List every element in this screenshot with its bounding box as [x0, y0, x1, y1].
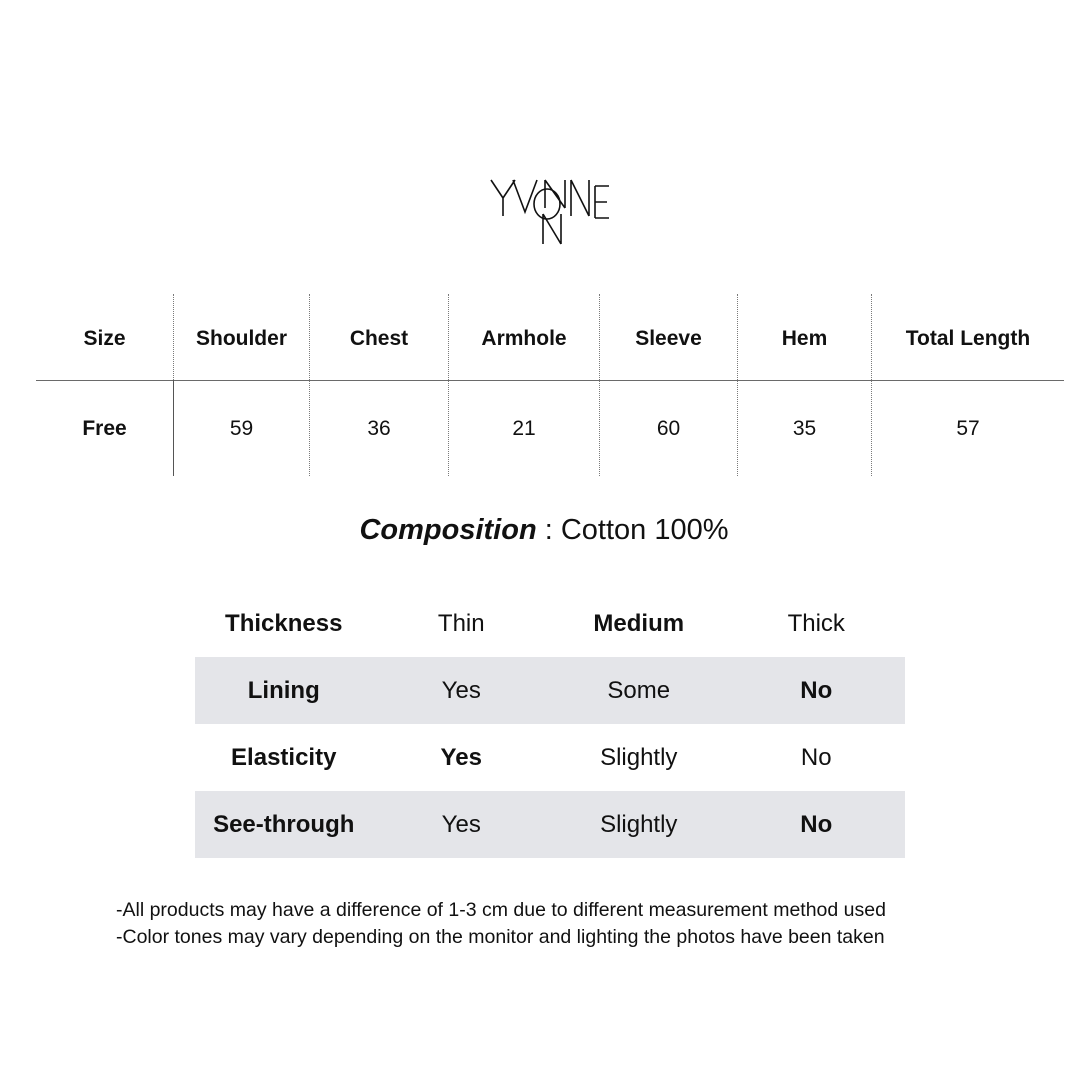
fabric-option: Yes: [440, 743, 482, 771]
cell-armhole: 21: [512, 417, 536, 440]
fabric-option: No: [800, 743, 832, 771]
fabric-option: No: [800, 676, 833, 704]
header-armhole: Armhole: [481, 327, 567, 350]
cell-chest: 36: [367, 417, 391, 440]
composition-line: [0, 514, 1088, 547]
fabric-option: Yes: [441, 676, 481, 704]
size-table: [36, 294, 1064, 476]
composition-separator: :: [536, 514, 561, 546]
column-divider: [173, 294, 174, 380]
cell-sleeve: 60: [656, 417, 681, 440]
fabric-option: Medium: [593, 609, 685, 637]
size-table-row: [36, 382, 1064, 476]
header-hem: Hem: [781, 327, 828, 350]
cell-hem: 35: [792, 417, 817, 440]
fabric-row: [195, 724, 905, 791]
column-divider: [599, 294, 600, 476]
fabric-row-label: Lining: [247, 676, 320, 704]
note-line: -Color tones may vary depending on the monitor and lighting the photos have been taken: [116, 926, 885, 948]
column-divider: [173, 380, 174, 476]
header-total-length: Total Length: [905, 327, 1031, 350]
header-size: Size: [83, 327, 126, 350]
header-sleeve: Sleeve: [635, 327, 702, 350]
fabric-option: Thin: [437, 609, 485, 637]
fabric-properties-table: [195, 590, 905, 858]
header-shoulder: Shoulder: [195, 327, 287, 350]
brand-logo: [485, 168, 615, 250]
size-table-header: [36, 294, 1064, 381]
fabric-row-label: Elasticity: [231, 743, 337, 771]
column-divider: [737, 294, 738, 476]
fabric-row-label: Thickness: [225, 609, 343, 637]
composition-value: Cotton 100%: [560, 514, 729, 546]
fabric-option: Thick: [787, 609, 845, 637]
cell-shoulder: 59: [229, 417, 254, 440]
fabric-row: [195, 590, 905, 657]
fabric-row-label: See-through: [213, 810, 355, 838]
composition-label: Composition: [359, 514, 537, 546]
fabric-option: Some: [607, 676, 671, 704]
disclaimer-notes: [116, 897, 886, 951]
note-line: -All products may have a difference of 1-3 cm due to different measurement method used: [116, 899, 886, 921]
fabric-option: Slightly: [600, 743, 678, 771]
fabric-option: No: [800, 810, 833, 838]
fabric-option: Yes: [441, 810, 481, 838]
header-chest: Chest: [349, 327, 409, 350]
column-divider: [871, 294, 872, 476]
column-divider: [448, 294, 449, 476]
column-divider: [309, 294, 310, 476]
fabric-row: [195, 791, 905, 858]
fabric-row: [195, 657, 905, 724]
cell-size: Free: [82, 417, 127, 440]
fabric-option: Slightly: [600, 810, 678, 838]
cell-total-length: 57: [956, 417, 980, 440]
